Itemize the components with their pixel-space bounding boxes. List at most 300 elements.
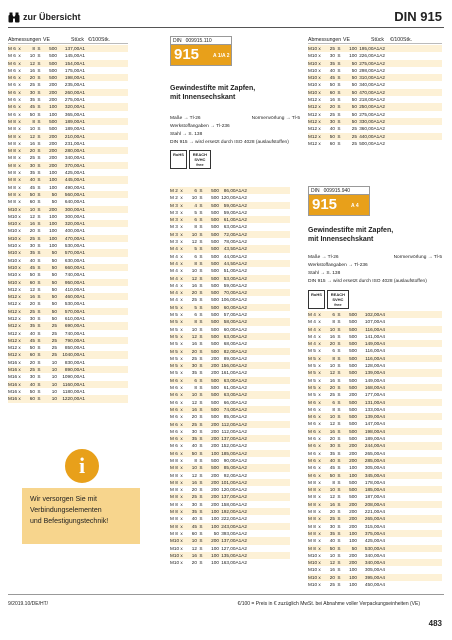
table-cell: x [318, 82, 321, 88]
reach-badge: REACH SVHC free [327, 290, 349, 309]
table-cell: S [37, 388, 41, 394]
table-cell: 500 [211, 319, 219, 325]
table-cell: x [18, 264, 21, 270]
table-cell: x [318, 545, 321, 551]
table-cell: 50 [51, 191, 57, 197]
table-cell: 660,00A1 [64, 264, 85, 270]
table-cell: 340,00A4 [364, 552, 385, 558]
table-cell: M 3 [170, 239, 178, 245]
table-cell: S [199, 246, 203, 252]
table-cell: S [337, 509, 341, 515]
table-cell: 50 [51, 199, 57, 205]
table-cell: S [199, 282, 203, 288]
table-cell: S [37, 330, 41, 336]
table-cell: x [318, 567, 321, 573]
table-cell: S [337, 552, 341, 558]
table-row [308, 391, 442, 398]
table-cell: 20 [329, 341, 335, 347]
table-cell: 10 [191, 538, 197, 544]
table-cell: M 6 [170, 414, 178, 420]
article-code: 009915.110 [185, 38, 212, 44]
table-cell: 90,00A1A2 [223, 457, 247, 463]
table-cell: 25 [29, 82, 35, 88]
table-cell: M 6 [8, 60, 16, 66]
product-title-a1a2: Gewindestifte mit Zapfen, mit Innensechskant [170, 85, 256, 101]
table-row [170, 369, 290, 376]
table-cell: M 6 [8, 67, 16, 73]
table-cell: M 5 [308, 370, 316, 376]
table-cell: 500 [49, 53, 57, 59]
table-cell: 50 [351, 118, 357, 124]
table-row [308, 501, 442, 508]
table-cell: 500 [211, 195, 219, 201]
table-cell: x [318, 319, 321, 325]
table-row [170, 377, 290, 384]
table-cell: 50 [351, 545, 357, 551]
table-cell: 530,00A4 [364, 545, 385, 551]
product-title-a4: Gewindestifte mit Zapfen, mit Innensechskant [308, 227, 394, 243]
table-cell: 12 [329, 494, 335, 500]
table-cell: S [37, 206, 41, 212]
table-row [170, 523, 290, 530]
table-cell: M12 [8, 286, 18, 292]
table-cell: 61,00A1A2 [223, 385, 247, 391]
table-cell: x [180, 552, 183, 558]
table-cell: 198,00A1 [64, 75, 85, 81]
table-cell: S [337, 111, 341, 117]
table-cell: M10 [8, 272, 18, 278]
table-cell: M 8 [8, 133, 16, 139]
table-cell: x [180, 450, 183, 456]
table-cell: x [180, 414, 183, 420]
table-cell: 200 [211, 428, 219, 434]
table-cell: S [337, 406, 341, 412]
table-cell: 470,00A1 [64, 235, 85, 241]
table-cell: S [337, 341, 341, 347]
table-cell: 610,00A1 [64, 315, 85, 321]
table-row [170, 537, 290, 544]
col-price: €/100Stk. [88, 37, 110, 43]
table-cell: S [37, 60, 41, 66]
table-cell: 127,00A1A2 [221, 545, 247, 551]
table-cell: 137,00A1A2 [221, 494, 247, 500]
table-cell: M 6 [170, 392, 178, 398]
table-cell: 16 [329, 377, 335, 383]
table-cell: 20 [191, 414, 197, 420]
table-row [8, 60, 128, 67]
table-cell: M 2 [170, 188, 178, 193]
table-cell: 16 [329, 428, 335, 434]
table-cell: 168,00A4 [364, 384, 385, 390]
table-cell: 50 [29, 272, 35, 278]
table-cell: 8 [32, 118, 35, 124]
table-cell: 40 [329, 457, 335, 463]
table-cell: 25 [351, 140, 357, 146]
table-cell: 200 [49, 97, 57, 103]
table-cell: M12 [8, 345, 18, 351]
table-cell: 59,00A1A2 [223, 209, 247, 215]
table-cell: M 8 [8, 177, 16, 183]
table-cell: 1180,00A1 [62, 388, 85, 394]
table-cell: 8 [194, 457, 197, 463]
table-cell: S [337, 487, 341, 493]
table-row [170, 304, 290, 311]
table-cell: 345,00A4 [364, 472, 385, 478]
table-cell: M10 [308, 75, 318, 81]
table-cell: 370,00A1 [64, 162, 85, 168]
table-row [8, 395, 128, 402]
col-abmessungen: Abmessungen [8, 37, 42, 43]
table-cell: 116,00A4 [365, 326, 385, 332]
table-row [8, 89, 128, 96]
table-cell: M10 [308, 567, 318, 573]
info-icon: i [62, 446, 102, 486]
table-cell: 20 [329, 436, 335, 442]
table-cell: 61,00A1A2 [223, 217, 247, 223]
table-cell: 25 [351, 133, 357, 139]
table-cell: 149,00A4 [364, 341, 385, 347]
table-cell: M10 [308, 574, 318, 580]
table-cell: 500 [211, 239, 219, 245]
table-cell: 10 [51, 388, 57, 394]
table-cell: S [199, 487, 203, 493]
table-cell: x [180, 312, 183, 318]
table-cell: 395,00A4 [364, 574, 385, 580]
table-cell: x [180, 421, 183, 427]
table-cell: M 2 [170, 195, 178, 201]
table-cell: x [318, 53, 321, 59]
table-cell: x [180, 341, 183, 347]
table-cell: 35 [329, 60, 335, 66]
table-cell: S [199, 552, 203, 558]
table-cell: x [318, 436, 321, 442]
table-cell: 45 [29, 104, 35, 110]
table-cell: 25 [191, 297, 197, 303]
table-cell: S [199, 560, 203, 566]
table-cell: 10 [191, 231, 197, 237]
table-cell: S [337, 133, 341, 139]
table-cell: 400,00A1 [64, 228, 85, 234]
table-row [170, 442, 290, 449]
table-row [8, 67, 128, 74]
table-row [8, 242, 128, 249]
table-cell: 500 [211, 217, 219, 223]
table-row [308, 450, 442, 457]
table-cell: 300,00A1 [64, 213, 85, 219]
table-cell: S [37, 359, 41, 365]
table-cell: S [199, 260, 203, 266]
table-cell: 10 [191, 465, 197, 471]
table-cell: 145,00A1 [64, 53, 85, 59]
table-row [170, 552, 290, 559]
table-cell: M10 [8, 206, 18, 212]
table-cell: M12 [8, 323, 18, 329]
table-cell: x [318, 126, 321, 132]
table-cell: S [199, 275, 203, 281]
table-cell: x [18, 250, 21, 256]
table-cell: M10 [308, 82, 318, 88]
table-cell: x [180, 231, 183, 237]
table-cell: S [37, 213, 41, 219]
table-cell: 100 [349, 581, 357, 587]
table-cell: 30 [191, 428, 197, 434]
table-cell: 59,00A1A2 [223, 202, 247, 208]
table-cell: S [337, 355, 341, 361]
table-cell: S [337, 312, 341, 317]
rohs-badge: RoHS [308, 290, 325, 309]
table-cell: 500 [349, 487, 357, 493]
table-cell: x [318, 133, 321, 139]
table-row [8, 373, 128, 380]
table-cell: S [337, 89, 341, 95]
table-cell: 12 [29, 213, 35, 219]
table-cell: 100 [211, 509, 219, 515]
table-cell: S [199, 224, 203, 230]
table-cell: x [318, 494, 321, 500]
table-cell: x [180, 282, 183, 288]
col-stueck: Stück [371, 37, 384, 43]
table-cell: 12 [191, 399, 197, 405]
table-cell: M10 [8, 243, 18, 249]
table-cell: 100 [349, 530, 357, 536]
table-cell: 640,00A1 [64, 199, 85, 205]
table-cell: 500 [349, 428, 357, 434]
table-cell: 630,00A1 [64, 257, 85, 263]
table-cell: 560,00A1 [64, 191, 85, 197]
table-cell: 60 [329, 89, 335, 95]
table-cell: 200 [349, 552, 357, 558]
table-cell: M 8 [8, 170, 16, 176]
table-cell: x [318, 60, 321, 66]
table-cell: 500 [349, 436, 357, 442]
table-cell: x [318, 472, 321, 478]
table-cell: x [180, 363, 183, 369]
table-cell: 265,00A4 [364, 516, 385, 522]
table-cell: 50 [351, 89, 357, 95]
table-row [170, 450, 290, 457]
table-cell: x [18, 97, 21, 103]
table-cell: S [337, 567, 341, 573]
table-cell: S [199, 209, 203, 215]
table-cell: S [337, 104, 341, 110]
table-cell: M12 [308, 97, 318, 103]
table-cell: 178,00A4 [364, 479, 385, 485]
table-cell: S [337, 530, 341, 536]
table-cell: x [318, 140, 321, 146]
table-cell: 500 [211, 231, 219, 237]
price-table-a1 [8, 36, 128, 403]
table-cell: 8 [332, 406, 335, 412]
table-cell: S [337, 370, 341, 376]
table-cell: x [318, 111, 321, 117]
table-cell: 500 [211, 202, 219, 208]
table-cell: 185,00A1A2 [221, 450, 247, 456]
table-cell: S [37, 75, 41, 81]
table-cell: 100 [49, 184, 57, 190]
table-row [308, 523, 442, 530]
table-cell: S [337, 545, 341, 551]
table-cell: 10 [29, 53, 35, 59]
table-cell: M10 [170, 538, 180, 544]
table-cell: 40 [29, 381, 35, 387]
table-cell: 500 [211, 457, 219, 463]
col-abmessungen: Abmessungen [308, 37, 342, 43]
table-cell: M 6 [8, 97, 16, 103]
table-cell: S [337, 392, 341, 398]
table-cell: 200 [49, 148, 57, 154]
table-cell: 208,00A4 [364, 501, 385, 507]
table-cell: M 6 [308, 428, 316, 434]
table-cell: S [199, 195, 203, 201]
table-cell: M 8 [170, 501, 178, 507]
table-cell: 128,00A4 [364, 363, 385, 369]
table-cell: 100 [349, 46, 357, 51]
table-cell: M 6 [308, 399, 316, 405]
table-cell: 156,00A1A2 [221, 363, 247, 369]
table-cell: S [37, 243, 41, 249]
table-cell: 10 [191, 195, 197, 201]
material-label: A 1/A 2 [213, 53, 230, 59]
table-cell: x [318, 67, 321, 73]
table-row [308, 318, 442, 325]
table-cell: x [18, 177, 21, 183]
table-cell: x [318, 348, 321, 354]
table-cell: S [37, 155, 41, 161]
back-link[interactable] [8, 9, 81, 25]
table-cell: 25 [29, 308, 35, 314]
table-cell: M 6 [8, 53, 16, 59]
table-cell: x [18, 367, 21, 373]
table-cell: x [18, 294, 21, 300]
table-cell: 500 [211, 326, 219, 332]
table-cell: S [37, 352, 41, 358]
table-cell: M 4 [308, 319, 316, 325]
table-cell: 12 [29, 286, 35, 292]
table-cell: x [18, 279, 21, 285]
price-table-a1a2 [170, 187, 290, 566]
table-cell: 25 [29, 367, 35, 373]
din-label: DIN [173, 38, 182, 44]
table-cell: M 5 [170, 304, 178, 310]
table-cell: S [199, 428, 203, 434]
table-cell: 30 [329, 118, 335, 124]
table-cell: 500 [211, 465, 219, 471]
table-cell: 100 [49, 235, 57, 241]
table-cell: M10 [170, 560, 180, 566]
table-cell: x [318, 501, 321, 507]
product-box-a1a2 [170, 36, 232, 66]
table-row [8, 315, 128, 322]
table-cell: x [18, 228, 21, 234]
table-cell: 6 [194, 253, 197, 259]
table-row [8, 184, 128, 191]
table-cell: x [180, 333, 183, 339]
table-row [308, 435, 442, 442]
table-cell: M12 [308, 104, 318, 110]
table-row [8, 279, 128, 286]
table-cell: 35 [29, 250, 35, 256]
table-cell: 200 [49, 133, 57, 139]
table-cell: 500 [349, 384, 357, 390]
table-cell: M 8 [170, 523, 178, 529]
table-cell: x [18, 118, 21, 124]
table-cell: 58,00A1A2 [223, 319, 247, 325]
table-cell: M10 [308, 560, 318, 566]
table-cell: M 8 [308, 523, 316, 529]
table-row [8, 206, 128, 213]
table-cell: S [199, 304, 203, 310]
table-cell: M 3 [170, 217, 178, 223]
table-cell: 200 [211, 472, 219, 478]
table-cell: 100 [349, 574, 357, 580]
table-cell: 100 [49, 104, 57, 110]
table-cell: x [18, 388, 21, 394]
table-cell: x [18, 337, 21, 343]
table-row [170, 202, 290, 209]
table-cell: 5 [194, 246, 197, 252]
table-cell: S [37, 126, 41, 132]
table-cell: M 6 [170, 377, 178, 383]
table-cell: x [18, 75, 21, 81]
table-cell: M 8 [170, 530, 178, 536]
table-cell: S [337, 399, 341, 405]
table-cell: 40 [29, 330, 35, 336]
table-cell: 100 [349, 472, 357, 478]
table-cell: 100 [211, 552, 219, 558]
table-cell: x [18, 243, 21, 249]
table-row [170, 464, 290, 471]
table-cell: S [37, 374, 41, 380]
table-row [308, 355, 442, 362]
table-row [308, 333, 442, 340]
table-row [8, 96, 128, 103]
table-row [8, 111, 128, 118]
table-cell: M 8 [8, 148, 16, 154]
table-cell: S [337, 560, 341, 566]
table-cell: 265,00A4 [364, 450, 385, 456]
din-number: 915 [312, 196, 338, 213]
table-cell: x [18, 315, 21, 321]
table-cell: x [318, 312, 321, 317]
table-cell: 189,00A1 [64, 126, 85, 132]
table-cell: 195,00A1A2 [359, 46, 385, 51]
table-cell: x [18, 111, 21, 117]
table-row [8, 381, 128, 388]
table-cell: x [318, 341, 321, 347]
table-row [8, 45, 128, 52]
table-cell: M 8 [170, 494, 178, 500]
table-cell: 50 [29, 388, 35, 394]
table-cell: 35 [191, 509, 197, 515]
table-cell: x [180, 239, 183, 245]
table-cell: 16 [29, 140, 35, 146]
table-cell: 500 [211, 297, 219, 303]
table-cell: M 8 [308, 509, 316, 515]
table-row [8, 257, 128, 264]
table-cell: 50 [29, 345, 35, 351]
table-cell: 30 [29, 89, 35, 95]
table-cell: 101,00A1A2 [221, 479, 247, 485]
table-cell: 570,00A1 [64, 250, 85, 256]
table-cell: 500 [349, 312, 357, 317]
promo-line: Verbindungselementen [30, 507, 102, 514]
table-cell: 35 [191, 370, 197, 376]
table-cell: x [318, 384, 321, 390]
table-row [170, 231, 290, 238]
table-cell: x [180, 246, 183, 252]
table-row [170, 267, 290, 274]
table-row [308, 472, 442, 479]
